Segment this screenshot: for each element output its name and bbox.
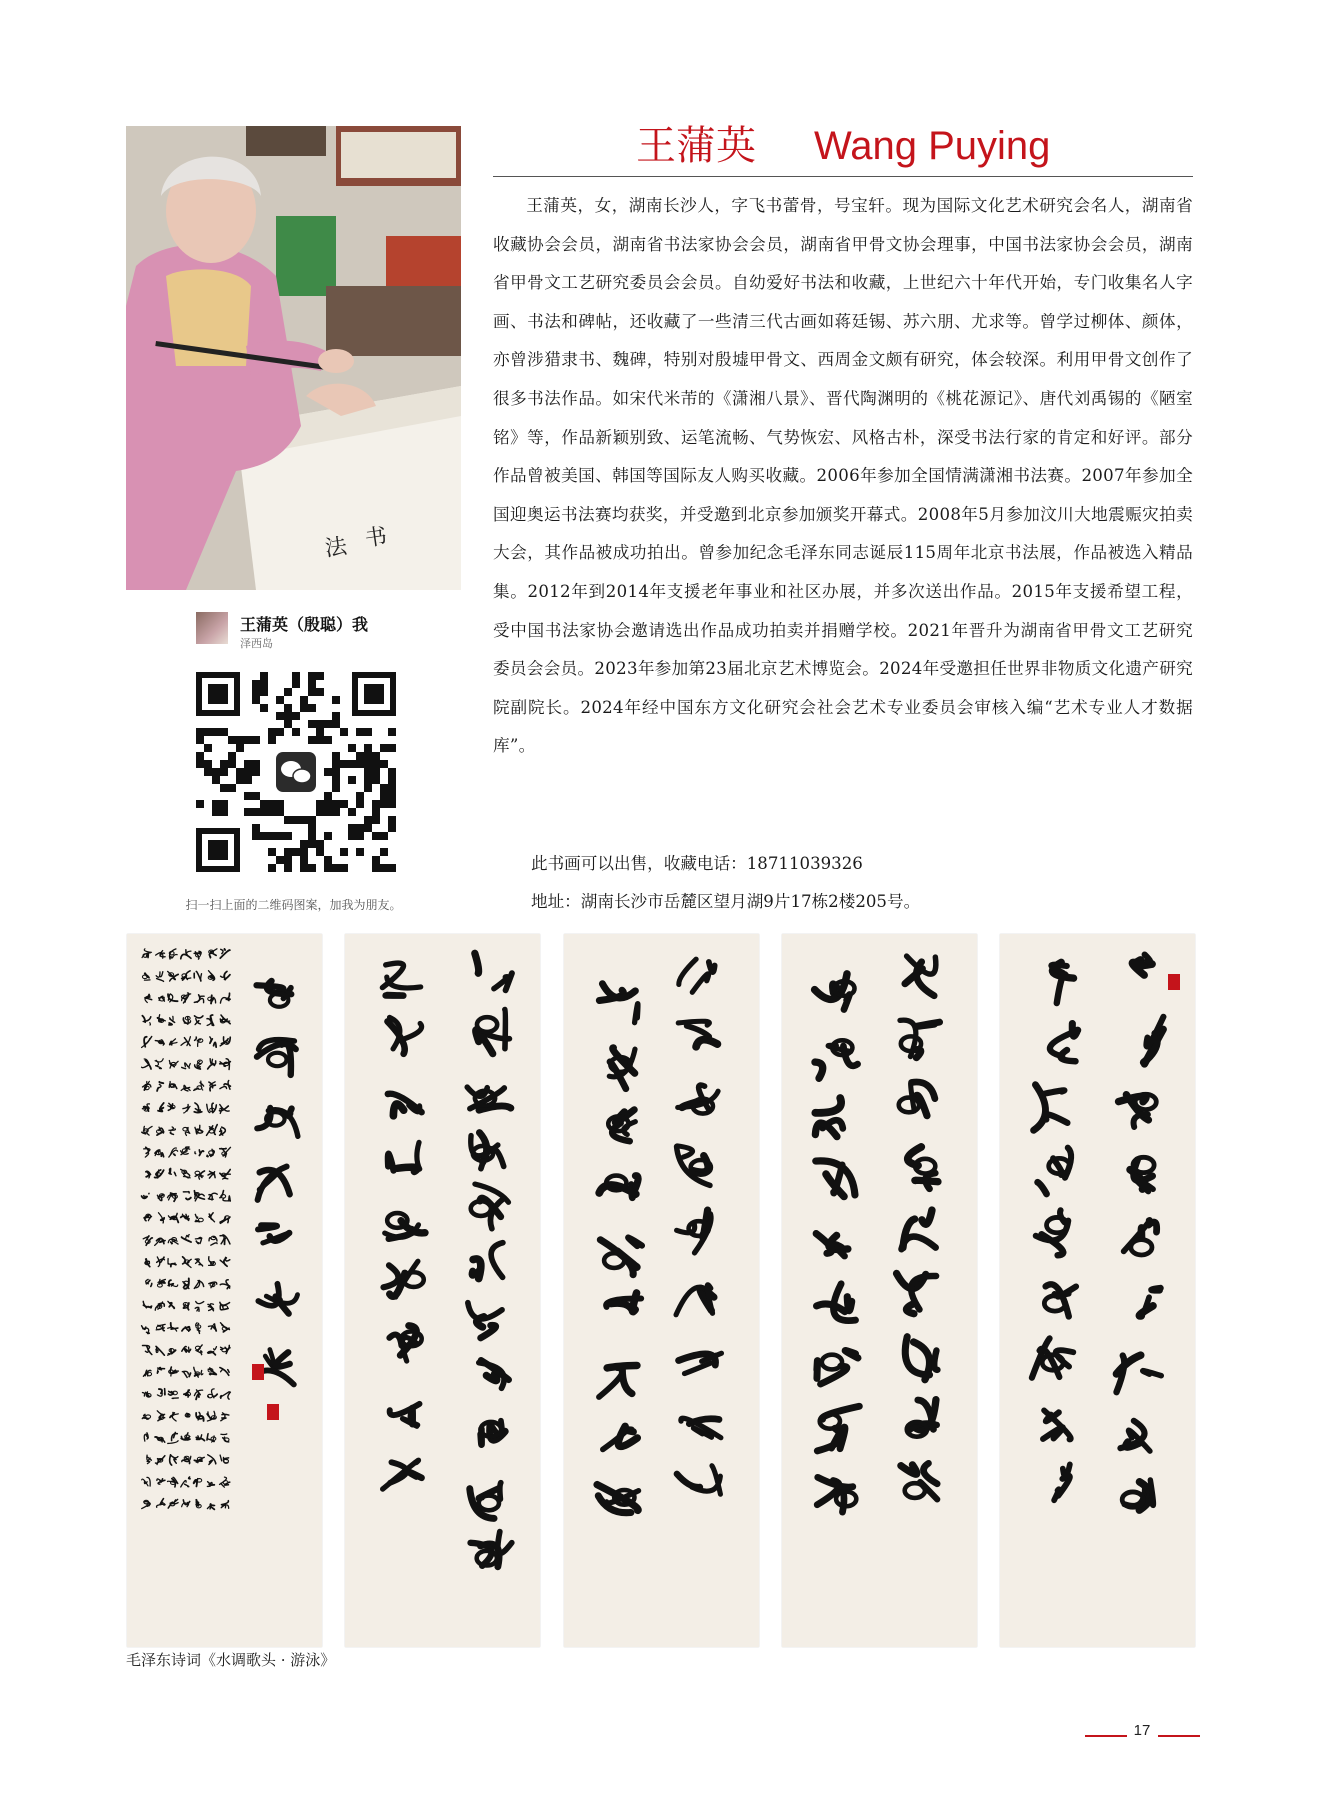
ink-glyph [142,1126,152,1135]
ink-glyph [195,1301,204,1311]
ink-glyph [387,1017,421,1053]
ink-glyph [220,1191,231,1202]
ink-glyph [220,1147,231,1157]
ink-glyph [220,1169,231,1179]
ink-glyph [207,1504,214,1510]
title-divider [493,176,1193,177]
ink-glyph [183,1191,191,1199]
ink-glyph [144,1147,150,1157]
ink-glyph [1054,1464,1070,1500]
ink-glyph [143,1301,151,1308]
ink-glyph [181,1147,190,1155]
ink-glyph [257,981,292,1007]
ink-glyph [481,1421,506,1445]
ink-glyph [221,1345,230,1353]
ink-glyph [207,1149,214,1156]
ink-glyph [220,949,230,958]
ink-glyph [169,949,177,959]
ink-glyph [221,1434,229,1442]
ink-glyph [209,949,217,958]
ink-glyph [817,1284,856,1321]
ink-glyph [168,1213,178,1222]
ink-glyph [220,1392,230,1399]
ink-glyph [169,1148,178,1157]
ink-glyph [185,1413,190,1417]
ink-glyph [147,1455,151,1463]
page-number-rule-right [1158,1735,1200,1737]
ink-glyph [155,1150,164,1157]
ink-glyph [142,1392,151,1397]
ink-glyph [209,1236,217,1245]
ink-glyph [181,1085,190,1091]
ink-glyph [1122,1480,1153,1510]
ink-glyph [144,1214,151,1221]
ink-glyph [606,1293,641,1312]
ink-glyph [143,1370,151,1376]
biography-text: 王蒲英，女，湖南长沙人，字飞书蕾骨，号宝轩。现为国际文化艺术研究会名人，湖南省收藏协会会员，湖南省书法家协会会员，湖南省甲骨文协会理事，中国书法家协会会员，湖南省甲骨文工艺研究委员会会员。自幼爱好书法和收藏，上世纪六十年代开始，专门收集名人字画、书法和碑帖，还收藏了一些清三代古画如蒋廷锡、苏六朋、尤求等。曾学过柳体、颜体，亦曾涉猎隶书、魏碑，特别对殷墟甲骨文、西周金文颇有研究，体会较深。利用甲骨文创作了很多书法作品。如宋代米芾的《潇湘八景》、晋代陶渊明的《桃花源记》、唐代刘禹锡的《陋室铭》等，作品新颖别致、运笔流畅、气势恢宏、风格古朴，深受书法行家的肯定和好评。部分作品曾被美国、韩国等国际友人购买收藏。2006年参加全国情满潇湘书法赛。2007年参加全国迎奥运书法赛均获奖，并受邀到北京参加颁奖开幕式。2008年5月参加汶川大地震赈灾拍卖大会，其作品被成功拍出。曾参加纪念毛泽东同志诞辰115周年北京书法展，作品被选入精品集。2012年到2014年支援老年事业和社区办展，并多次送出作品。2015年支援希望工程，受中国书法家协会邀请选出作品成功拍卖并捐赠学校。2021年晋升为湖南省甲骨文工艺研究委员会会员。2023年参加第23届北京艺术博览会。2024年受邀担任世界非物质文化遗产研究院副院长。2024年经中国东方文化研究会社会艺术专业委员会审核入编“艺术专业人才数据库”。 [493,196,1193,756]
address: 地址：湖南长沙市岳麓区望月湖9片17栋2楼205号。 [531,892,921,911]
ink-glyph [209,1257,216,1266]
ink-glyph [158,1213,164,1223]
ink-glyph [681,1418,721,1437]
ink-glyph [1043,1410,1071,1439]
ink-glyph [169,1169,176,1176]
ink-glyph [142,1193,150,1198]
ink-glyph [183,1016,190,1024]
ink-glyph [603,1426,638,1449]
ink-glyph [142,1016,150,1025]
calligraphy-panel-1 [127,934,322,1647]
ink-glyph [168,1259,176,1267]
ink-glyph [220,1037,230,1046]
ink-glyph [168,1323,178,1331]
ink-glyph [168,1391,178,1398]
ink-glyph [221,1501,229,1509]
ink-glyph [209,1082,215,1091]
ink-glyph [195,1259,202,1266]
ink-glyph [476,1010,510,1054]
ink-glyph [677,1466,721,1495]
ink-glyph [900,1020,940,1058]
ink-glyph [901,1463,937,1499]
ink-glyph [194,1081,204,1090]
ink-glyph [194,971,201,981]
ink-glyph [195,1171,204,1179]
ink-glyph [157,1389,165,1397]
ink-glyph [220,1081,231,1090]
ink-glyph [208,1324,216,1331]
ink-glyph [815,1098,842,1137]
ink-glyph [195,1150,204,1156]
ink-glyph [207,1015,214,1025]
ink-glyph [1139,1288,1160,1316]
ink-glyph [168,1349,176,1356]
ink-glyph [220,1477,230,1487]
ink-glyph [389,1326,421,1361]
ink-glyph [220,1368,229,1376]
ink-glyph [145,1259,150,1267]
ink-glyph [208,1193,217,1200]
ink-glyph [220,1105,230,1114]
ink-glyph [195,1125,203,1133]
ink-glyph [194,951,201,959]
calligraphy-panel-5 [1000,934,1195,1647]
ink-glyph [142,1104,149,1111]
ink-glyph [143,1236,152,1245]
ink-glyph [194,995,204,1003]
ink-glyph [183,1279,189,1289]
ink-glyph [1124,1220,1157,1255]
ink-glyph [181,950,191,959]
ink-glyph [155,1238,165,1245]
ink-glyph [157,1194,164,1201]
ink-glyph [144,1433,148,1441]
ink-glyph [143,1081,151,1090]
ink-glyph [905,1337,937,1380]
ink-glyph [258,1225,289,1243]
ink-glyph [1132,955,1152,976]
ink-glyph [817,1477,856,1512]
ink-glyph [168,1499,178,1508]
ink-glyph [1050,1023,1078,1061]
seal-stamp [1168,974,1180,990]
ink-glyph [816,1234,848,1257]
ink-glyph [472,1243,503,1279]
ink-glyph [208,1455,216,1465]
ink-glyph [155,1040,164,1046]
ink-glyph [817,1351,858,1385]
ink-glyph [157,1411,164,1421]
ink-glyph [156,1324,165,1330]
ink-glyph [158,1103,164,1112]
ink-glyph [599,984,638,1023]
ink-glyph [169,1016,175,1025]
ink-glyph [677,1146,711,1186]
calligraphy-panel-3 [564,934,759,1647]
ink-glyph [208,995,216,1003]
ink-glyph [168,1193,178,1201]
calligraphy-panel-2 [345,934,540,1647]
artwork-caption: 毛泽东诗词《水调歌头 · 游泳》 [126,1651,336,1669]
ink-glyph [207,1125,218,1136]
seal-stamp [267,1404,279,1420]
ink-glyph [169,1127,175,1135]
ink-glyph [220,1302,230,1310]
ink-glyph [182,1500,190,1507]
ink-glyph [181,1433,190,1440]
ink-glyph [183,1127,190,1135]
ink-glyph [182,1456,191,1463]
ink-glyph [383,1460,422,1489]
ink-glyph [195,1214,203,1222]
ink-glyph [1032,1338,1073,1377]
ink-glyph [470,1483,501,1519]
ink-glyph [182,1327,190,1332]
ink-glyph [170,1413,178,1421]
ink-glyph [258,1167,290,1200]
ink-glyph [156,1346,165,1355]
ink-glyph [208,1171,215,1178]
ink-glyph [258,1284,297,1314]
ink-glyph [207,1103,217,1112]
ink-glyph [1130,1157,1154,1191]
ink-glyph [194,1367,203,1377]
ink-glyph [609,1048,635,1089]
ink-glyph [157,1127,164,1135]
ink-glyph [169,1061,178,1069]
page-number-rule-left [1085,1735,1127,1737]
ink-glyph [257,1040,296,1075]
ink-glyph [220,1455,229,1463]
ink-glyph [679,959,715,992]
ink-glyph [183,1104,190,1112]
ink-glyph [905,956,936,996]
ink-glyph [181,1214,190,1220]
ink-glyph [1036,1210,1068,1255]
ink-glyph [388,1094,422,1116]
ink-glyph [196,1412,203,1421]
ink-glyph [157,1479,165,1484]
ink-glyph [221,1413,229,1421]
ink-glyph [471,1184,509,1229]
ink-glyph [209,1213,215,1222]
ink-glyph [908,1147,938,1189]
ink-glyph [220,1015,230,1024]
ink-glyph [208,971,214,981]
ink-glyph [467,1087,511,1110]
ink-glyph [678,1021,717,1046]
ink-glyph [146,1171,151,1178]
ink-glyph [196,1500,201,1508]
page-number: 17 [1133,1722,1151,1739]
ink-glyph [145,995,152,1003]
avatar [196,612,228,644]
ink-glyph [599,1176,638,1198]
ink-glyph [142,949,151,958]
ink-glyph [1051,962,1073,1003]
ink-glyph [220,993,230,1003]
ink-glyph [479,1360,509,1388]
ink-glyph [195,1037,203,1046]
ink-glyph [182,971,191,980]
profile-region: 泽西岛 [240,637,273,650]
ink-glyph [597,1485,638,1513]
ink-glyph [608,1110,635,1141]
ink-glyph [1038,1148,1071,1194]
ink-glyph [156,972,163,982]
ink-glyph [208,1368,216,1375]
ink-glyph [159,996,165,1001]
ink-glyph [220,1216,230,1224]
ink-glyph [168,971,179,981]
ink-glyph [220,1280,229,1289]
ink-glyph [181,1169,190,1178]
ink-glyph [679,1353,722,1373]
ink-glyph [194,1457,204,1462]
ink-glyph [184,1390,191,1397]
page-title-en: Wang Puying [814,124,1051,168]
ink-glyph [207,1434,216,1442]
ink-glyph [194,1103,201,1113]
ink-glyph [902,1210,936,1249]
calligraphy-panel-4 [782,934,977,1647]
page-title: 王蒲英 [636,123,756,169]
ink-glyph [1044,1284,1076,1316]
ink-glyph [194,1479,202,1487]
ink-glyph [600,1237,642,1274]
ink-glyph [209,1282,217,1288]
ink-glyph [182,1346,191,1352]
ink-glyph [142,1059,151,1069]
ink-glyph [471,1532,512,1567]
ink-glyph [390,1404,420,1426]
svg-text:书: 书 [363,524,389,552]
ink-glyph [678,1085,718,1113]
ink-glyph [385,1213,425,1239]
ink-glyph [157,1368,164,1374]
ink-glyph [168,1477,178,1487]
ink-glyph [157,1279,165,1287]
ink-glyph [220,1127,226,1135]
ink-glyph [155,1170,164,1178]
ink-glyph [169,1367,179,1376]
ink-glyph [182,1063,191,1069]
ink-glyph [676,1285,714,1315]
ink-glyph [142,1326,150,1334]
ink-glyph [168,1238,178,1245]
ink-glyph [183,1303,189,1310]
ink-glyph [196,1435,204,1441]
ink-glyph [157,1082,163,1091]
sale-contact: 此书画可以出售，收藏电话：18711039326 [531,854,863,873]
ink-glyph [1034,1085,1068,1131]
ink-glyph [157,1015,165,1023]
ink-glyph [677,1210,711,1253]
ink-glyph [183,1257,192,1268]
ink-glyph [170,1455,178,1465]
ink-glyph [1116,1355,1161,1392]
ink-glyph [182,1235,192,1242]
ink-glyph [168,1103,175,1110]
ink-glyph [195,1237,201,1243]
ink-glyph [142,1477,151,1486]
ink-glyph [220,1257,230,1266]
ink-glyph [384,1261,424,1297]
ink-glyph [207,1411,216,1421]
ink-glyph [388,1142,420,1171]
ink-glyph [195,1060,203,1069]
qr-caption: 扫一扫上面的二维码图案，加我为朋友。 [185,898,402,912]
ink-glyph [208,1059,216,1069]
ink-glyph [468,1303,502,1338]
ink-glyph [142,1037,152,1048]
profile-name: 王蒲英（殷聪）我 [240,615,369,634]
ink-glyph [471,1133,504,1169]
ink-glyph [156,951,165,958]
ink-glyph [155,1437,165,1442]
ink-glyph [196,1323,201,1334]
ink-glyph [208,1304,214,1311]
ink-glyph [210,1037,216,1047]
ink-glyph [181,1477,190,1487]
ink-glyph [815,1040,858,1078]
ink-glyph [155,1059,163,1069]
ink-glyph [815,974,855,1010]
ink-glyph [208,1347,217,1355]
ink-glyph [1144,1017,1164,1064]
ink-glyph [143,1345,152,1354]
ink-glyph [169,1039,176,1045]
ink-glyph [194,1016,202,1025]
ink-glyph [195,1345,202,1355]
ink-glyph [1119,1094,1157,1127]
ink-glyph [475,953,512,990]
wechat-profile [196,612,436,652]
ink-glyph [168,1280,178,1286]
ink-glyph [142,1414,150,1419]
ink-glyph [181,993,190,1003]
ink-glyph [907,1400,937,1437]
ink-glyph [155,1456,164,1465]
ink-glyph [168,994,178,1002]
ink-glyph [899,1082,935,1116]
ink-glyph [146,1279,152,1286]
ink-glyph [257,1108,298,1136]
ink-glyph [182,1371,190,1377]
ink-glyph [599,1365,637,1397]
ink-glyph [169,1082,177,1089]
qr-code[interactable] [196,672,396,872]
ink-glyph [155,1302,164,1310]
ink-glyph [816,1161,855,1197]
ink-glyph [1120,1421,1149,1451]
ink-glyph [181,1037,190,1046]
ink-glyph [194,1280,203,1288]
ink-glyph [817,1406,859,1451]
ink-glyph [194,1390,202,1400]
ink-glyph [382,963,420,996]
artist-photo [126,126,461,590]
ink-glyph [220,1323,229,1332]
seal-stamp [252,1364,264,1380]
ink-glyph [168,1301,174,1308]
ink-glyph [157,1499,166,1508]
ink-glyph [168,1433,178,1444]
ink-glyph [220,1235,230,1244]
ink-glyph [142,1500,150,1508]
ink-glyph [194,1191,204,1201]
ink-glyph [897,1273,936,1313]
ink-glyph [220,1059,231,1070]
svg-text:法: 法 [323,534,349,562]
ink-glyph [221,971,230,979]
ink-glyph [207,1482,214,1487]
ink-glyph [142,973,150,980]
ink-glyph [208,1389,218,1398]
ink-glyph [157,1257,165,1267]
